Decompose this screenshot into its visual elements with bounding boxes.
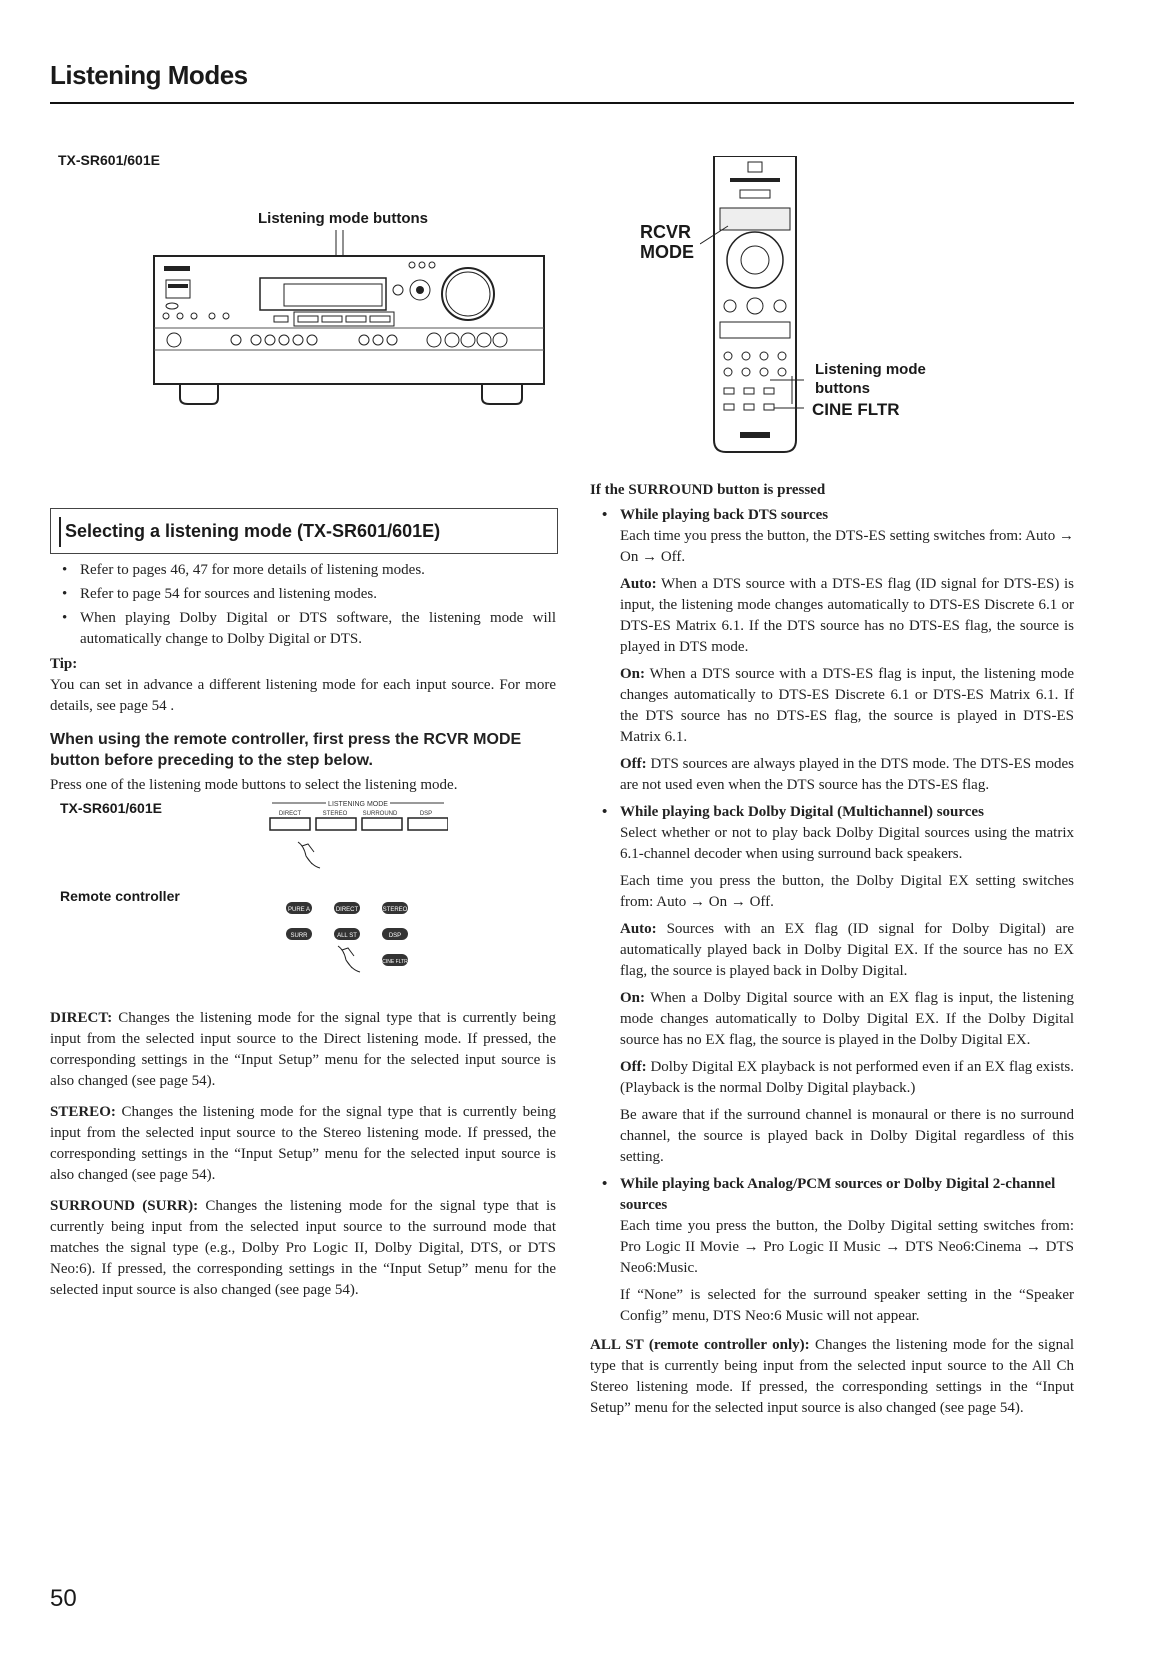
dd-note: Be aware that if the surround channel is monaural or there is no surround channel, the source is played back in Dolby Digital regardless of this setting. bbox=[620, 1107, 1074, 1165]
pcm-note: If “None” is selected for the surround speaker setting in the “Speaker Config” menu, DTS Neo:6 Music will not appear. bbox=[620, 1287, 1074, 1324]
dd-off bbox=[620, 1057, 1074, 1099]
dd-section bbox=[590, 823, 1074, 1168]
remote-label-stereo: STEREO bbox=[382, 907, 408, 913]
remote-label-surr: SURR bbox=[290, 933, 308, 939]
remote-label-direct: DIRECT bbox=[335, 907, 359, 913]
dd-off-label: Off: bbox=[620, 1059, 647, 1075]
dd-off-text: Dolby Digital EX playback is not performed even if an EX flag exists. (Playback is the normal Dolby Digital playback.) bbox=[620, 1059, 1074, 1096]
section-header-box bbox=[50, 508, 558, 554]
dd-auto-text: Sources with an EX flag (ID signal for Dolby Digital) are automatically played back in Dolby Digital EX. If the source has no EX flag, the source is played back in Dolby Digital. bbox=[620, 921, 1074, 979]
dts-off-text: DTS sources are always played in the DTS mode. The DTS-ES modes are not used even when the DTS source has the DTS-ES flag. bbox=[620, 756, 1075, 793]
bullet-item: • Refer to pages 46, 47 for more details of listening modes. bbox=[50, 560, 556, 581]
dts-on-label: On: bbox=[620, 666, 646, 682]
section-header-bar bbox=[59, 517, 61, 547]
rcvr-label-line1: RCVR bbox=[640, 222, 692, 242]
dts-heading: • While playing back DTS sources bbox=[590, 505, 1074, 526]
rcvr-mode-label bbox=[640, 222, 694, 262]
dts-off bbox=[620, 754, 1074, 796]
cine-fltr-label: CINE FLTR bbox=[812, 400, 900, 419]
tip-label: Tip: bbox=[50, 656, 78, 672]
panel-label-direct: DIRECT bbox=[278, 811, 302, 817]
allst-paragraph bbox=[590, 1335, 1074, 1419]
dd-heading: • While playing back Dolby Digital (Multichannel) sources bbox=[590, 802, 1074, 823]
allst-label: ALL ST (remote controller only): bbox=[590, 1337, 810, 1353]
remote-label-pure-a: PURE A bbox=[287, 907, 311, 913]
press-instruction: Press one of the listening mode buttons to select the listening mode. bbox=[50, 777, 458, 793]
surround-label: SURROUND (SURR): bbox=[50, 1198, 199, 1214]
title-rule bbox=[50, 102, 1074, 104]
listening-mode-buttons-illustration bbox=[268, 798, 448, 984]
direct-text: Changes the listening mode for the signal type that is currently being input from the selected input source to the Direct listening mode. If pressed, the corresponding settings in the “Input Setup” menu for the selected input source is also changed (see page 54). bbox=[50, 1010, 556, 1089]
dts-auto bbox=[620, 574, 1074, 658]
receiver-front-panel-illustration bbox=[150, 228, 550, 414]
pcm-section bbox=[590, 1216, 1074, 1327]
dts-off-label: Off: bbox=[620, 756, 647, 772]
stereo-paragraph bbox=[50, 1102, 556, 1186]
dd-auto-label: Auto: bbox=[620, 921, 657, 937]
page-number: 50 bbox=[50, 1585, 77, 1612]
remote-label-cine-fltr: CINE FLTR bbox=[382, 959, 408, 965]
bullet-item: • Refer to page 54 for sources and listening modes. bbox=[50, 584, 556, 605]
surround-text: Changes the listening mode for the signal type that is currently being input from the selected input source to the surround mode that matches the signal type (e.g., Dolby Pro Logic II, Dolby Digital, DTS, or DTS Neo:6). If pressed, the corresponding settings in the “Input Setup” menu for the selected input source is also changed (see page 54). bbox=[50, 1198, 556, 1298]
dd-on bbox=[620, 988, 1074, 1051]
fig2-model-label: TX-SR601/601E bbox=[60, 800, 162, 816]
remote-label-dsp: DSP bbox=[388, 933, 402, 939]
stereo-text: Changes the listening mode for the signal type that is currently being input from the selected input source to the Stereo listening mode. If pressed, the corresponding settings in the “Input Setup” menu for the selected input source is also changed (see page 54). bbox=[50, 1104, 556, 1183]
dd-auto bbox=[620, 919, 1074, 982]
left-column-bottom bbox=[50, 1008, 556, 1307]
dts-auto-label: Auto: bbox=[620, 576, 657, 592]
left-column-top bbox=[50, 560, 556, 802]
remote-listening-mode-label bbox=[815, 360, 926, 398]
bullet-item: • When playing Dolby Digital or DTS software, the listening mode will automatically change to Dolby Digital or DTS. bbox=[50, 608, 556, 650]
direct-label: DIRECT: bbox=[50, 1010, 113, 1026]
rcvr-label-line2: MODE bbox=[640, 242, 694, 262]
dd-on-label: On: bbox=[620, 990, 646, 1006]
pcm-text: Each time you press the button, the Dolby Digital setting switches from: Pro Logic II Movie → Pro Logic II Music → DTS Neo6:Cinema → DTS Neo6:Music. bbox=[620, 1218, 1074, 1276]
dts-section bbox=[590, 526, 1074, 796]
surround-paragraph bbox=[50, 1196, 556, 1301]
surround-pressed-heading: If the SURROUND button is pressed bbox=[590, 482, 826, 498]
dd-intro: Select whether or not to play back Dolby Digital sources using the matrix 6.1-channel decoder when using surround back speakers. bbox=[620, 825, 1074, 862]
remote-label-all-st: ALL ST bbox=[337, 933, 357, 939]
panel-label-dsp: DSP bbox=[419, 811, 433, 817]
panel-label-surround: SURROUND bbox=[362, 811, 398, 817]
listening-mode-line2: buttons bbox=[815, 380, 870, 397]
page-title: Listening Modes bbox=[50, 60, 248, 90]
fig2-remote-label: Remote controller bbox=[60, 888, 180, 904]
direct-paragraph bbox=[50, 1008, 556, 1092]
receiver-model-label: TX-SR601/601E bbox=[58, 152, 160, 168]
listening-mode-buttons-callout: Listening mode buttons bbox=[258, 210, 428, 227]
panel-label-stereo: STEREO bbox=[322, 811, 348, 817]
dts-auto-text: When a DTS source with a DTS-ES flag (ID signal for DTS-ES) is input, the listening mode changes automatically to DTS-ES Discrete 6.1 or DTS-ES Matrix 6.1. If the DTS source has no DTS-ES flag, the source is played in DTS mode. bbox=[620, 576, 1074, 655]
dts-on-text: When a DTS source with a DTS-ES flag is input, the listening mode changes automatically to DTS-ES Discrete 6.1 or DTS-ES Matrix 6.1. If the DTS source has no DTS-ES flag, the source is played in DTS-ES Matrix 6.1. bbox=[620, 666, 1074, 745]
panel-caption: LISTENING MODE bbox=[328, 801, 388, 808]
remote-instruction: When using the remote controller, first press the RCVR MODE button before preceding to the step below. bbox=[50, 731, 522, 769]
dts-on bbox=[620, 664, 1074, 748]
pcm-heading: • While playing back Analog/PCM sources or Dolby Digital 2-channel sources bbox=[590, 1174, 1074, 1216]
bullet-list bbox=[50, 560, 556, 650]
remote-controller-illustration bbox=[700, 156, 810, 456]
dd-switch: Each time you press the button, the Dolby Digital EX setting switches from: Auto → On → Off. bbox=[620, 873, 1074, 910]
dts-intro: Each time you press the button, the DTS-ES setting switches from: Auto → On → Off. bbox=[620, 528, 1074, 565]
dd-on-text: When a Dolby Digital source with an EX flag is input, the listening mode changes automatically to Dolby Digital EX. If the Dolby Digital source has no EX flag, the source is played in the Dolby Digital EX. bbox=[620, 990, 1074, 1048]
stereo-label: STEREO: bbox=[50, 1104, 116, 1120]
section-title: Selecting a listening mode (TX-SR601/601E) bbox=[65, 521, 441, 541]
right-column bbox=[590, 480, 1074, 1425]
allst-text: Changes the listening mode for the signal type that is currently being input from the selected input source to the All Ch Stereo listening mode. If pressed, the corresponding settings in the “Input Setup” menu for the selected input source is also changed (see page 54). bbox=[590, 1337, 1075, 1416]
tip-text: You can set in advance a different listening mode for each input source. For more details, see page 54 . bbox=[50, 677, 556, 714]
listening-mode-line1: Listening mode bbox=[815, 361, 926, 378]
